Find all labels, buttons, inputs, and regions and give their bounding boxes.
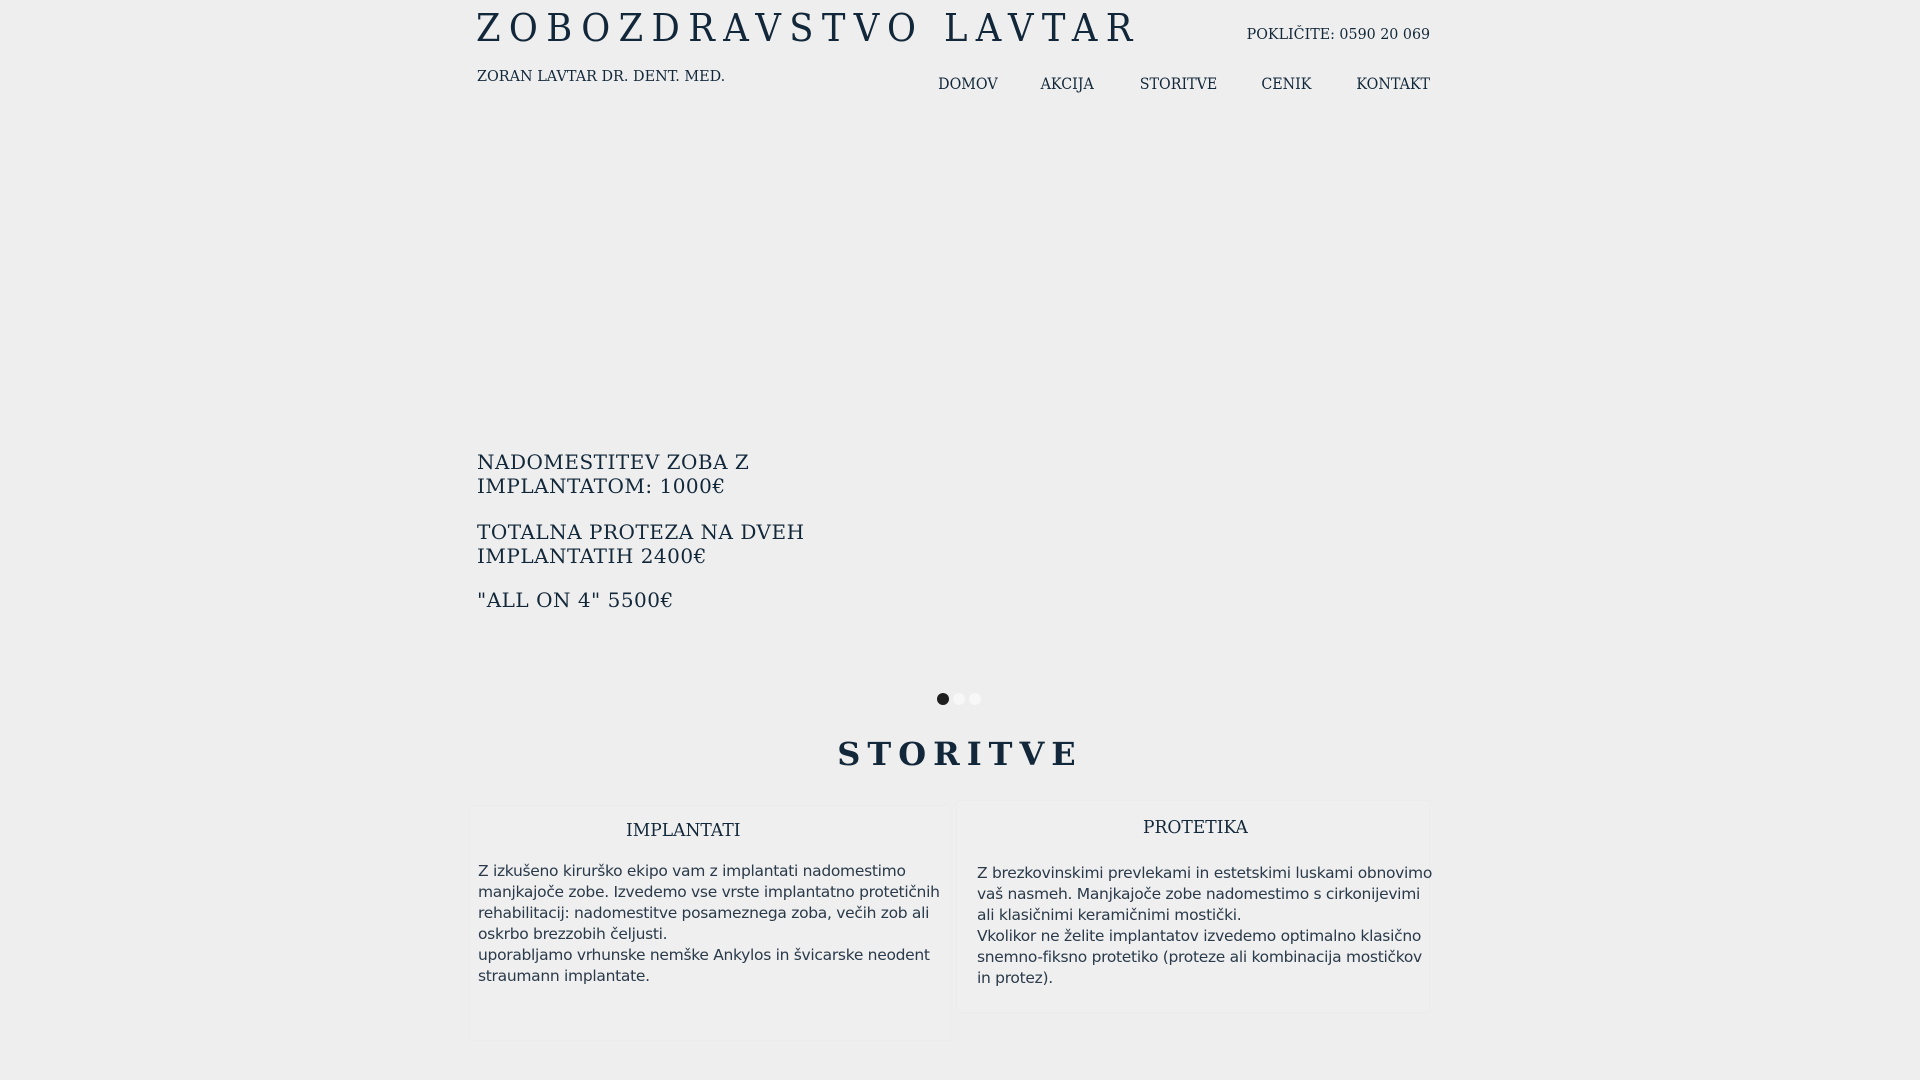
- offer-line: IMPLANTATIH 2400€: [477, 544, 707, 568]
- services-heading: STORITVE: [837, 735, 1083, 773]
- nav-item-storitve[interactable]: STORITVE: [1139, 75, 1218, 93]
- offer-line: TOTALNA PROTEZA NA DVEH: [477, 520, 805, 544]
- nav-item-cenik[interactable]: CENIK: [1260, 75, 1311, 93]
- card-line: vaš nasmeh. Manjkajoče zobe nadomestimo s cirkonijevimi: [977, 885, 1420, 903]
- offer-denture: [477, 520, 805, 568]
- nav-item-akcija[interactable]: AKCIJA: [1041, 75, 1095, 93]
- promo-slider: [470, 110, 1430, 710]
- card-line: straumann implantate.: [478, 967, 650, 985]
- card-line: manjkajoče zobe. Izvedemo vse vrste implantatno protetičnih: [478, 883, 940, 901]
- service-card-implantati: [469, 805, 951, 1041]
- card-description: [478, 861, 948, 987]
- offer-all-on-4: [477, 588, 805, 612]
- card-title: PROTETIKA: [1143, 817, 1248, 838]
- site-title[interactable]: ZOBOZDRAVSTVO LAVTAR: [476, 6, 1141, 50]
- slider-dot-3[interactable]: [969, 693, 981, 705]
- slider-pagination: [937, 693, 981, 705]
- card-line: Vkolikor ne želite implantatov izvedemo optimalno klasično: [977, 927, 1422, 945]
- slider-dot-2[interactable]: [953, 693, 965, 705]
- card-line: in protez).: [977, 969, 1053, 987]
- nav-item-kontakt[interactable]: KONTAKT: [1356, 75, 1430, 93]
- card-line: snemno-fiksno protetiko (proteze ali kombinacija mostičkov: [977, 948, 1422, 966]
- site-subtitle: ZORAN LAVTAR DR. DENT. MED.: [477, 67, 726, 85]
- main-nav: [894, 75, 1430, 93]
- slider-dot-1[interactable]: [937, 693, 949, 705]
- phone-number[interactable]: POKLIČITE: 0590 20 069: [1246, 25, 1430, 43]
- card-line: Z brezkovinskimi prevlekami in estetskimi luskami obnovimo: [977, 864, 1433, 882]
- card-line: ali klasičnimi keramičnimi mostički.: [977, 906, 1242, 924]
- offer-implant: [477, 450, 805, 498]
- card-line: oskrbo brezzobih čeljusti.: [478, 925, 668, 943]
- offer-line: NADOMESTITEV ZOBA Z: [477, 450, 750, 474]
- card-line: Z izkušeno kirurško ekipo vam z implantati nadomestimo: [478, 862, 906, 880]
- card-line: rehabilitacij: nadomestitve posameznega zoba, večih zob ali: [478, 904, 930, 922]
- service-card-protetika: [956, 800, 1433, 1013]
- card-title: IMPLANTATI: [626, 820, 741, 841]
- offer-line: "ALL ON 4" 5500€: [477, 588, 674, 612]
- nav-item-domov[interactable]: DOMOV: [937, 75, 998, 93]
- card-description: [977, 863, 1433, 989]
- slide-offers: [477, 450, 805, 634]
- offer-line: IMPLANTATOM: 1000€: [477, 474, 726, 498]
- card-line: uporabljamo vrhunske nemške Ankylos in švicarske neodent: [478, 946, 930, 964]
